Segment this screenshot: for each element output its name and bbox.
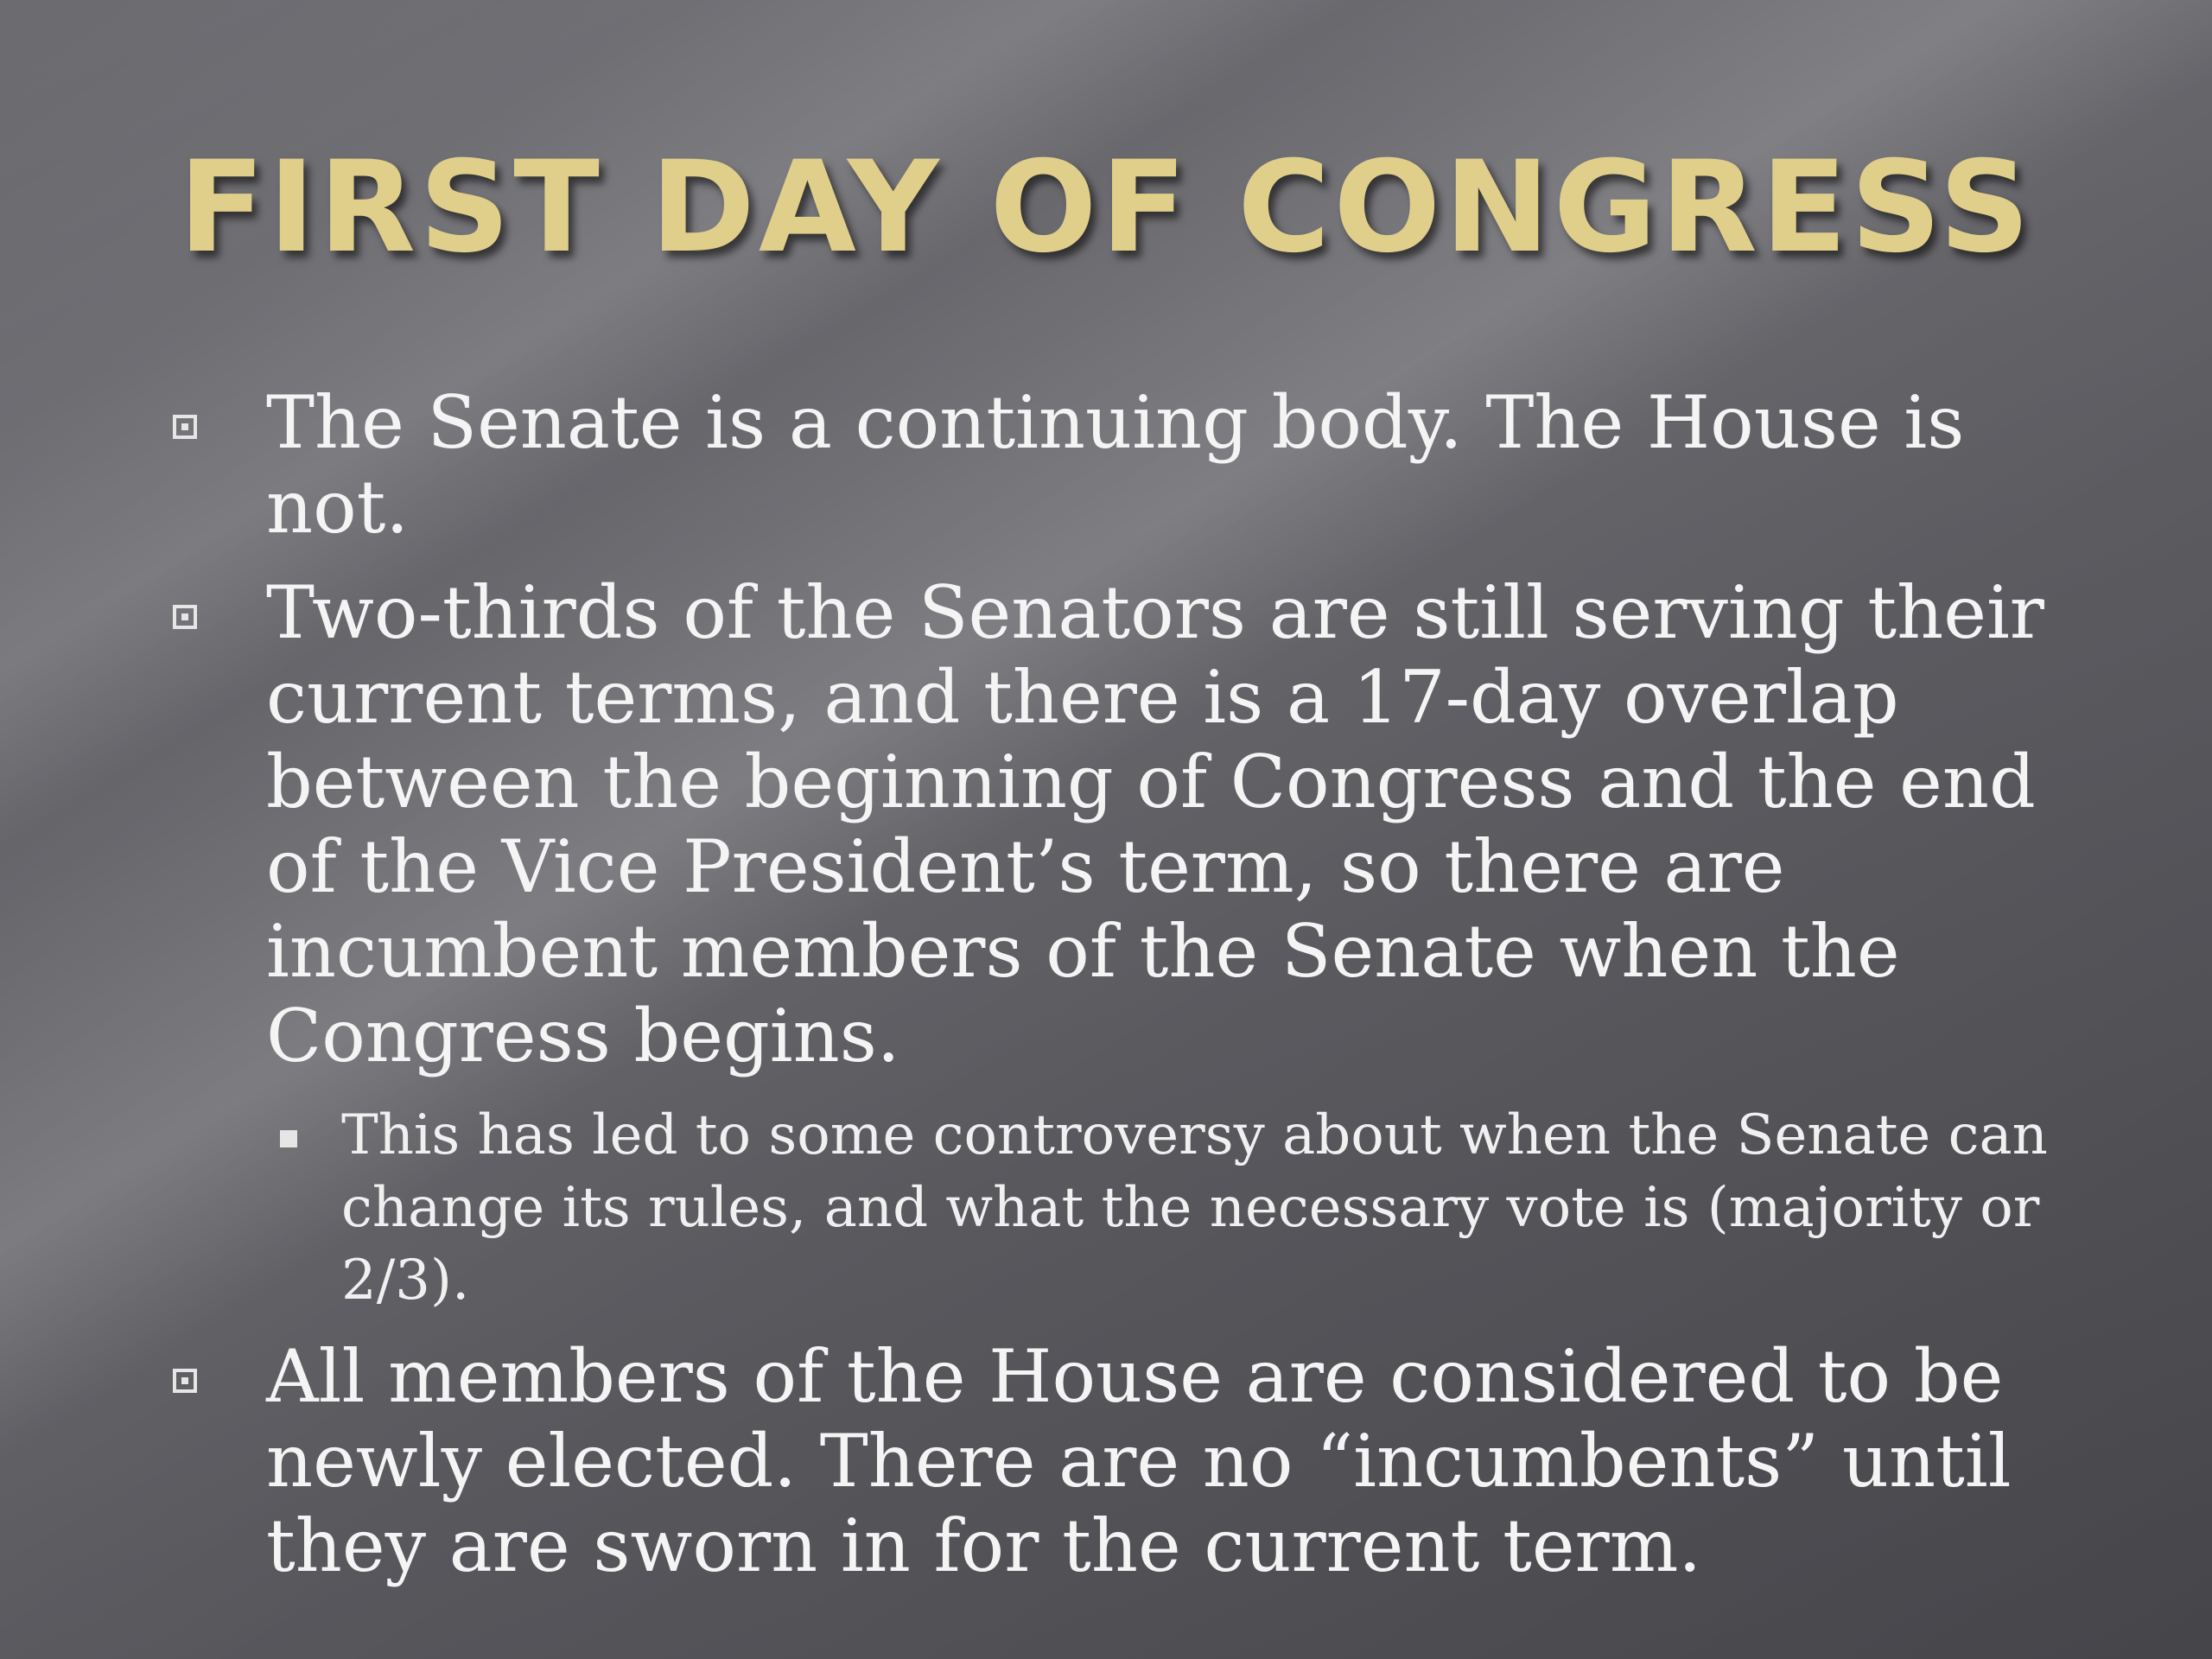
- square-bullet-icon: [173, 415, 197, 439]
- bullet-text: The Senate is a continuing body. The House is not.: [266, 380, 1965, 550]
- square-bullet-icon: [173, 1369, 197, 1393]
- square-bullet-icon: [173, 605, 197, 629]
- bullet-item: [164, 380, 2100, 550]
- slide-content: [164, 380, 2100, 1609]
- small-square-bullet-icon: [280, 1130, 297, 1147]
- sub-bullet-item: [164, 1099, 2100, 1317]
- bullet-text: Two-thirds of the Senators are still serving their current terms, and there is a 17-day overlap between the beginning of Congress and the end of the Vice President’s term, so there are incumbent members of the Senate when the Congress begins.: [266, 570, 2044, 1078]
- sub-bullet-text: This has led to some controversy about when the Senate can change its rules, and what the necessary vote is (majority or 2/3).: [341, 1103, 2048, 1313]
- bullet-item: [164, 1334, 2100, 1588]
- bullet-item: [164, 570, 2100, 1078]
- slide-title: FIRST DAY OF CONGRESS: [178, 134, 2034, 281]
- bullet-text: All members of the House are considered to be newly elected. There are no “incumbents” until they are sworn in for the current term.: [266, 1334, 2012, 1588]
